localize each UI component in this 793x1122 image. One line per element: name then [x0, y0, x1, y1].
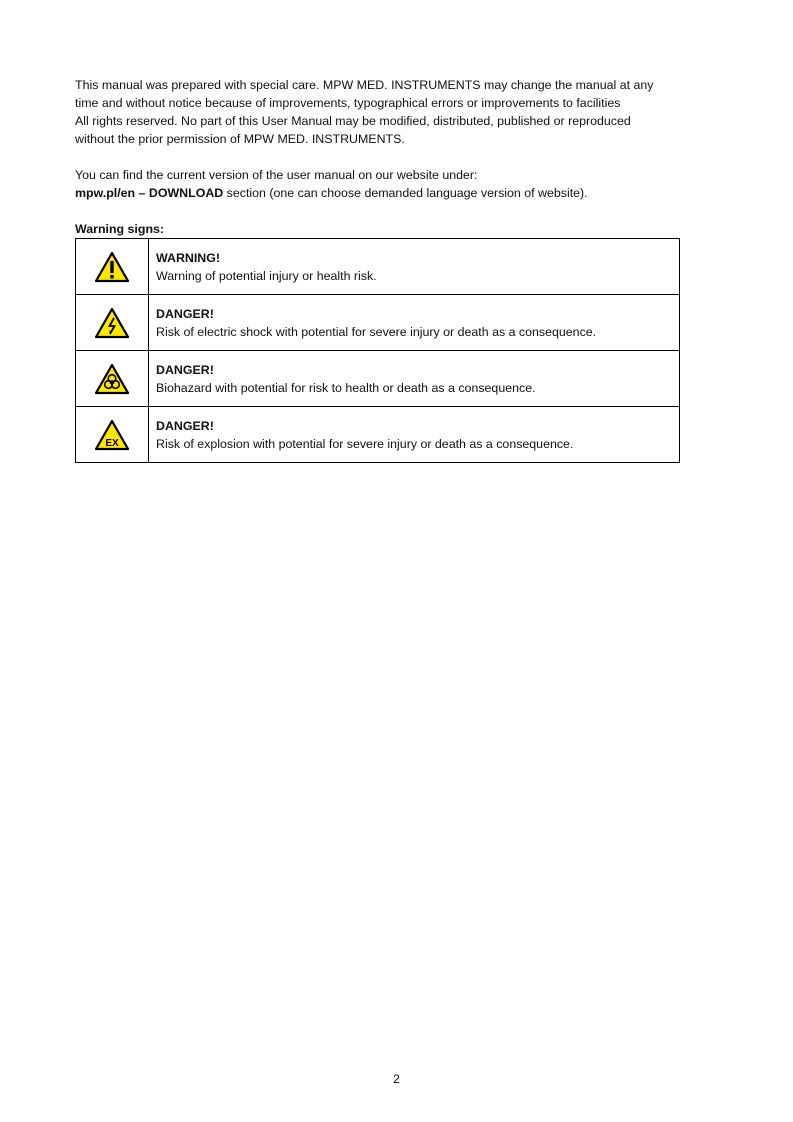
explosion-ex-icon: [94, 419, 130, 451]
intro-line: time and without notice because of improvements, typographical errors or improvements to facilities: [75, 96, 621, 110]
sign-title: DANGER!: [156, 306, 214, 321]
warning-signs-heading: Warning signs:: [75, 222, 165, 236]
exclamation-warning-icon: [94, 251, 130, 283]
sign-icon-cell: [76, 239, 149, 295]
sign-icon-cell: [76, 295, 149, 351]
sign-text-cell: [149, 351, 680, 407]
table-row: [76, 351, 680, 407]
document-body: [75, 76, 680, 463]
table-row: [76, 239, 680, 295]
biohazard-icon: [94, 363, 130, 395]
sign-icon-cell: [76, 407, 149, 463]
sign-text-cell: [149, 407, 680, 463]
sign-description: Risk of explosion with potential for severe injury or death as a consequence.: [156, 436, 574, 451]
page-number: 2: [393, 1072, 400, 1086]
website-link-line: [75, 184, 680, 202]
download-link[interactable]: mpw.pl/en – DOWNLOAD: [75, 186, 224, 200]
ex-label: EX: [105, 437, 119, 449]
sign-text-cell: [149, 295, 680, 351]
sign-text-cell: [149, 239, 680, 295]
sign-description: Warning of potential injury or health risk.: [156, 268, 377, 283]
sign-title: DANGER!: [156, 362, 214, 377]
website-paragraph: [75, 166, 680, 202]
sign-icon-cell: [76, 351, 149, 407]
intro-line: This manual was prepared with special care. MPW MED. INSTRUMENTS may change the manual at any: [75, 78, 654, 92]
sign-title: WARNING!: [156, 250, 221, 265]
warning-signs-table: [75, 238, 680, 463]
table-row: [76, 407, 680, 463]
intro-paragraph: [75, 76, 680, 148]
intro-line: without the prior permission of MPW MED. INSTRUMENTS.: [75, 132, 405, 146]
website-line: You can find the current version of the user manual on our website under:: [75, 168, 478, 182]
table-row: [76, 295, 680, 351]
sign-description: Risk of electric shock with potential for severe injury or death as a consequence.: [156, 324, 597, 339]
intro-line: All rights reserved. No part of this User Manual may be modified, distributed, published or reproduced: [75, 114, 631, 128]
sign-title: DANGER!: [156, 418, 214, 433]
sign-description: Biohazard with potential for risk to health or death as a consequence.: [156, 380, 536, 395]
website-link-rest: section (one can choose demanded language version of website).: [223, 186, 588, 200]
electric-shock-icon: [94, 307, 130, 339]
